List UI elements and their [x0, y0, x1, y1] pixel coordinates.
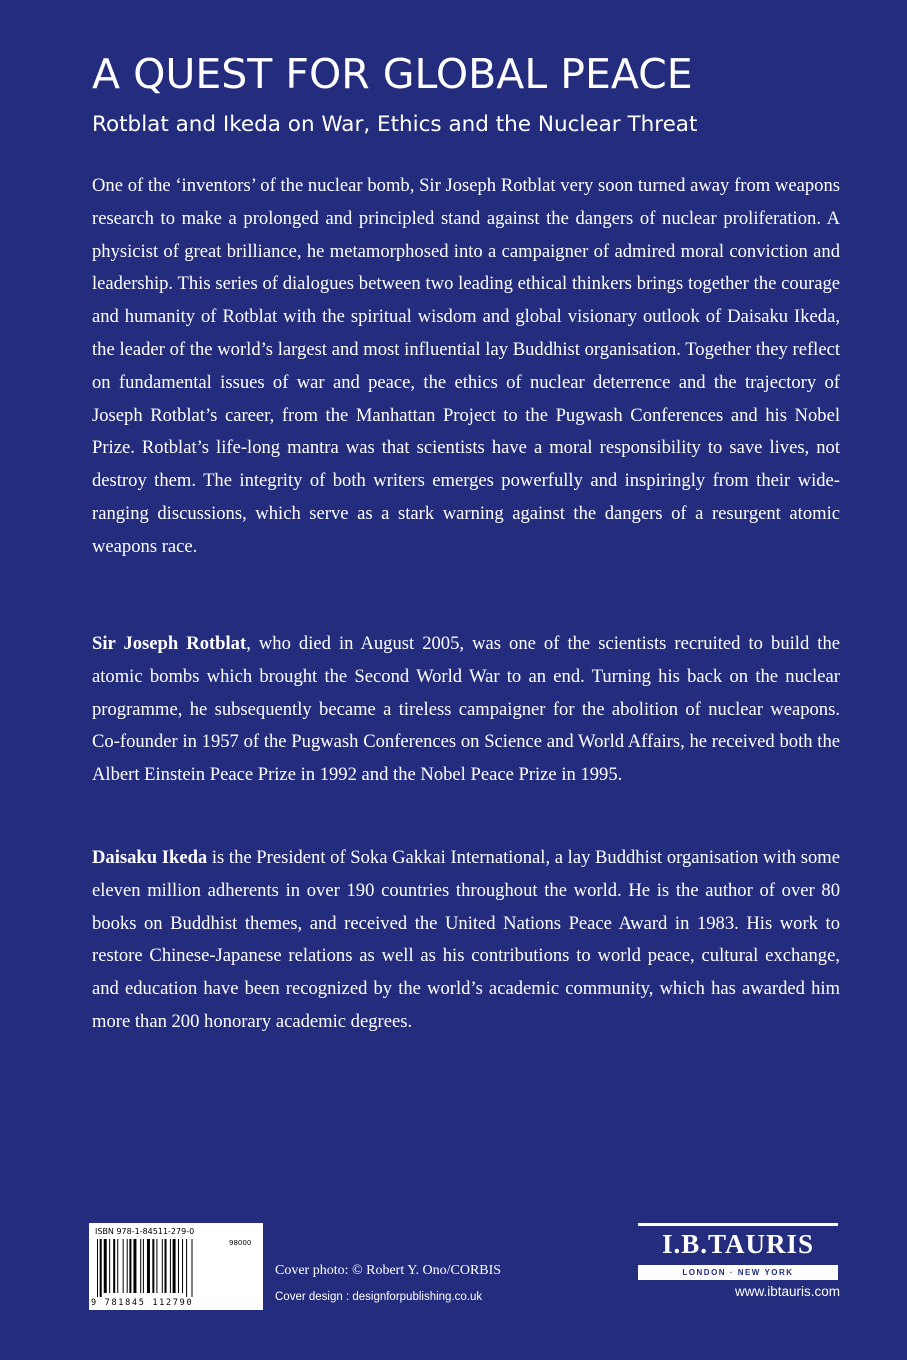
- publisher-website: www.ibtauris.com: [734, 1284, 840, 1299]
- isbn-number: ISBN 978-1-84511-279-0: [95, 1227, 195, 1236]
- isbn-barcode: [89, 1223, 263, 1310]
- book-title: A QUEST FOR GLOBAL PEACE: [92, 50, 693, 98]
- book-description: One of the ‘inventors’ of the nuclear bomb, Sir Joseph Rotblat very soon turned away from weapons research to make a prolonged and principled stand against the dangers of nuclear proliferation. A physicist of great brilliance, he metamorphosed into a campaigner of admired moral conviction and leadership. This series of dialogues between two leading ethical thinkers brings together the courage and humanity of Rotblat with the spiritual wisdom and global visionary outlook of Daisaku Ikeda, the leader of the world’s largest and most influential lay Buddhist organisation. Together they reflect on fundamental issues of war and peace, the ethics of nuclear deterrence and the trajectory of Joseph Rotblat’s career, from the Manhattan Project to the Pugwash Conferences and his Nobel Prize. Rotblat’s life-long mantra was that scientists have a moral responsibility to save lives, not destroy them. The integrity of both writers emerges powerfully and inspiringly from their wide-ranging discussions, which serve as a stark warning against the dangers of a resurgent atomic weapons race.: [92, 175, 840, 557]
- publisher-name: I.B.TAURIS: [661, 1229, 815, 1259]
- publisher-cities: LONDON · NEW YORK: [638, 1265, 838, 1280]
- publisher-logo: [638, 1223, 838, 1285]
- price-code: 98000: [229, 1239, 252, 1247]
- author-bio-rotblat: [92, 628, 840, 792]
- photo-credit: Cover photo: © Robert Y. Ono/CORBIS: [275, 1263, 502, 1278]
- barcode-digits: 9 781845 112790: [91, 1298, 194, 1308]
- author-name-ikeda: Daisaku Ikeda: [92, 847, 208, 868]
- author-bio-rotblat-text: , who died in August 2005, was one of the scientists recruited to build the atomic bombs which brought the Second World War to an end. Turning his back on the nuclear programme, he subsequently became a tireless campaigner for the abolition of nuclear weapons. Co-founder in 1957 of the Pugwash Conferences on Science and World Affairs, he received both the Albert Einstein Peace Prize in 1992 and the Nobel Peace Prize in 1995.: [92, 633, 840, 786]
- cover-credits: [275, 1260, 501, 1308]
- book-subtitle: Rotblat and Ikeda on War, Ethics and the Nuclear Threat: [92, 112, 698, 137]
- design-credit: Cover design : designforpublishing.co.uk: [275, 1291, 483, 1303]
- barcode-bars-icon: [95, 1239, 225, 1297]
- author-bio-ikeda: [92, 842, 840, 1039]
- author-name-rotblat: Sir Joseph Rotblat: [92, 633, 247, 654]
- author-bio-ikeda-text: is the President of Soka Gakkai International, a lay Buddhist organisation with some eleven million adherents in over 190 countries throughout the world. He is the author of over 80 books on Buddhist themes, and received the United Nations Peace Award in 1983. His work to restore Chinese-Japanese relations as well as his contributions to world peace, cultural exchange, and education have been recognized by the world’s academic community, which has awarded him more than 200 honorary academic degrees.: [92, 847, 841, 1032]
